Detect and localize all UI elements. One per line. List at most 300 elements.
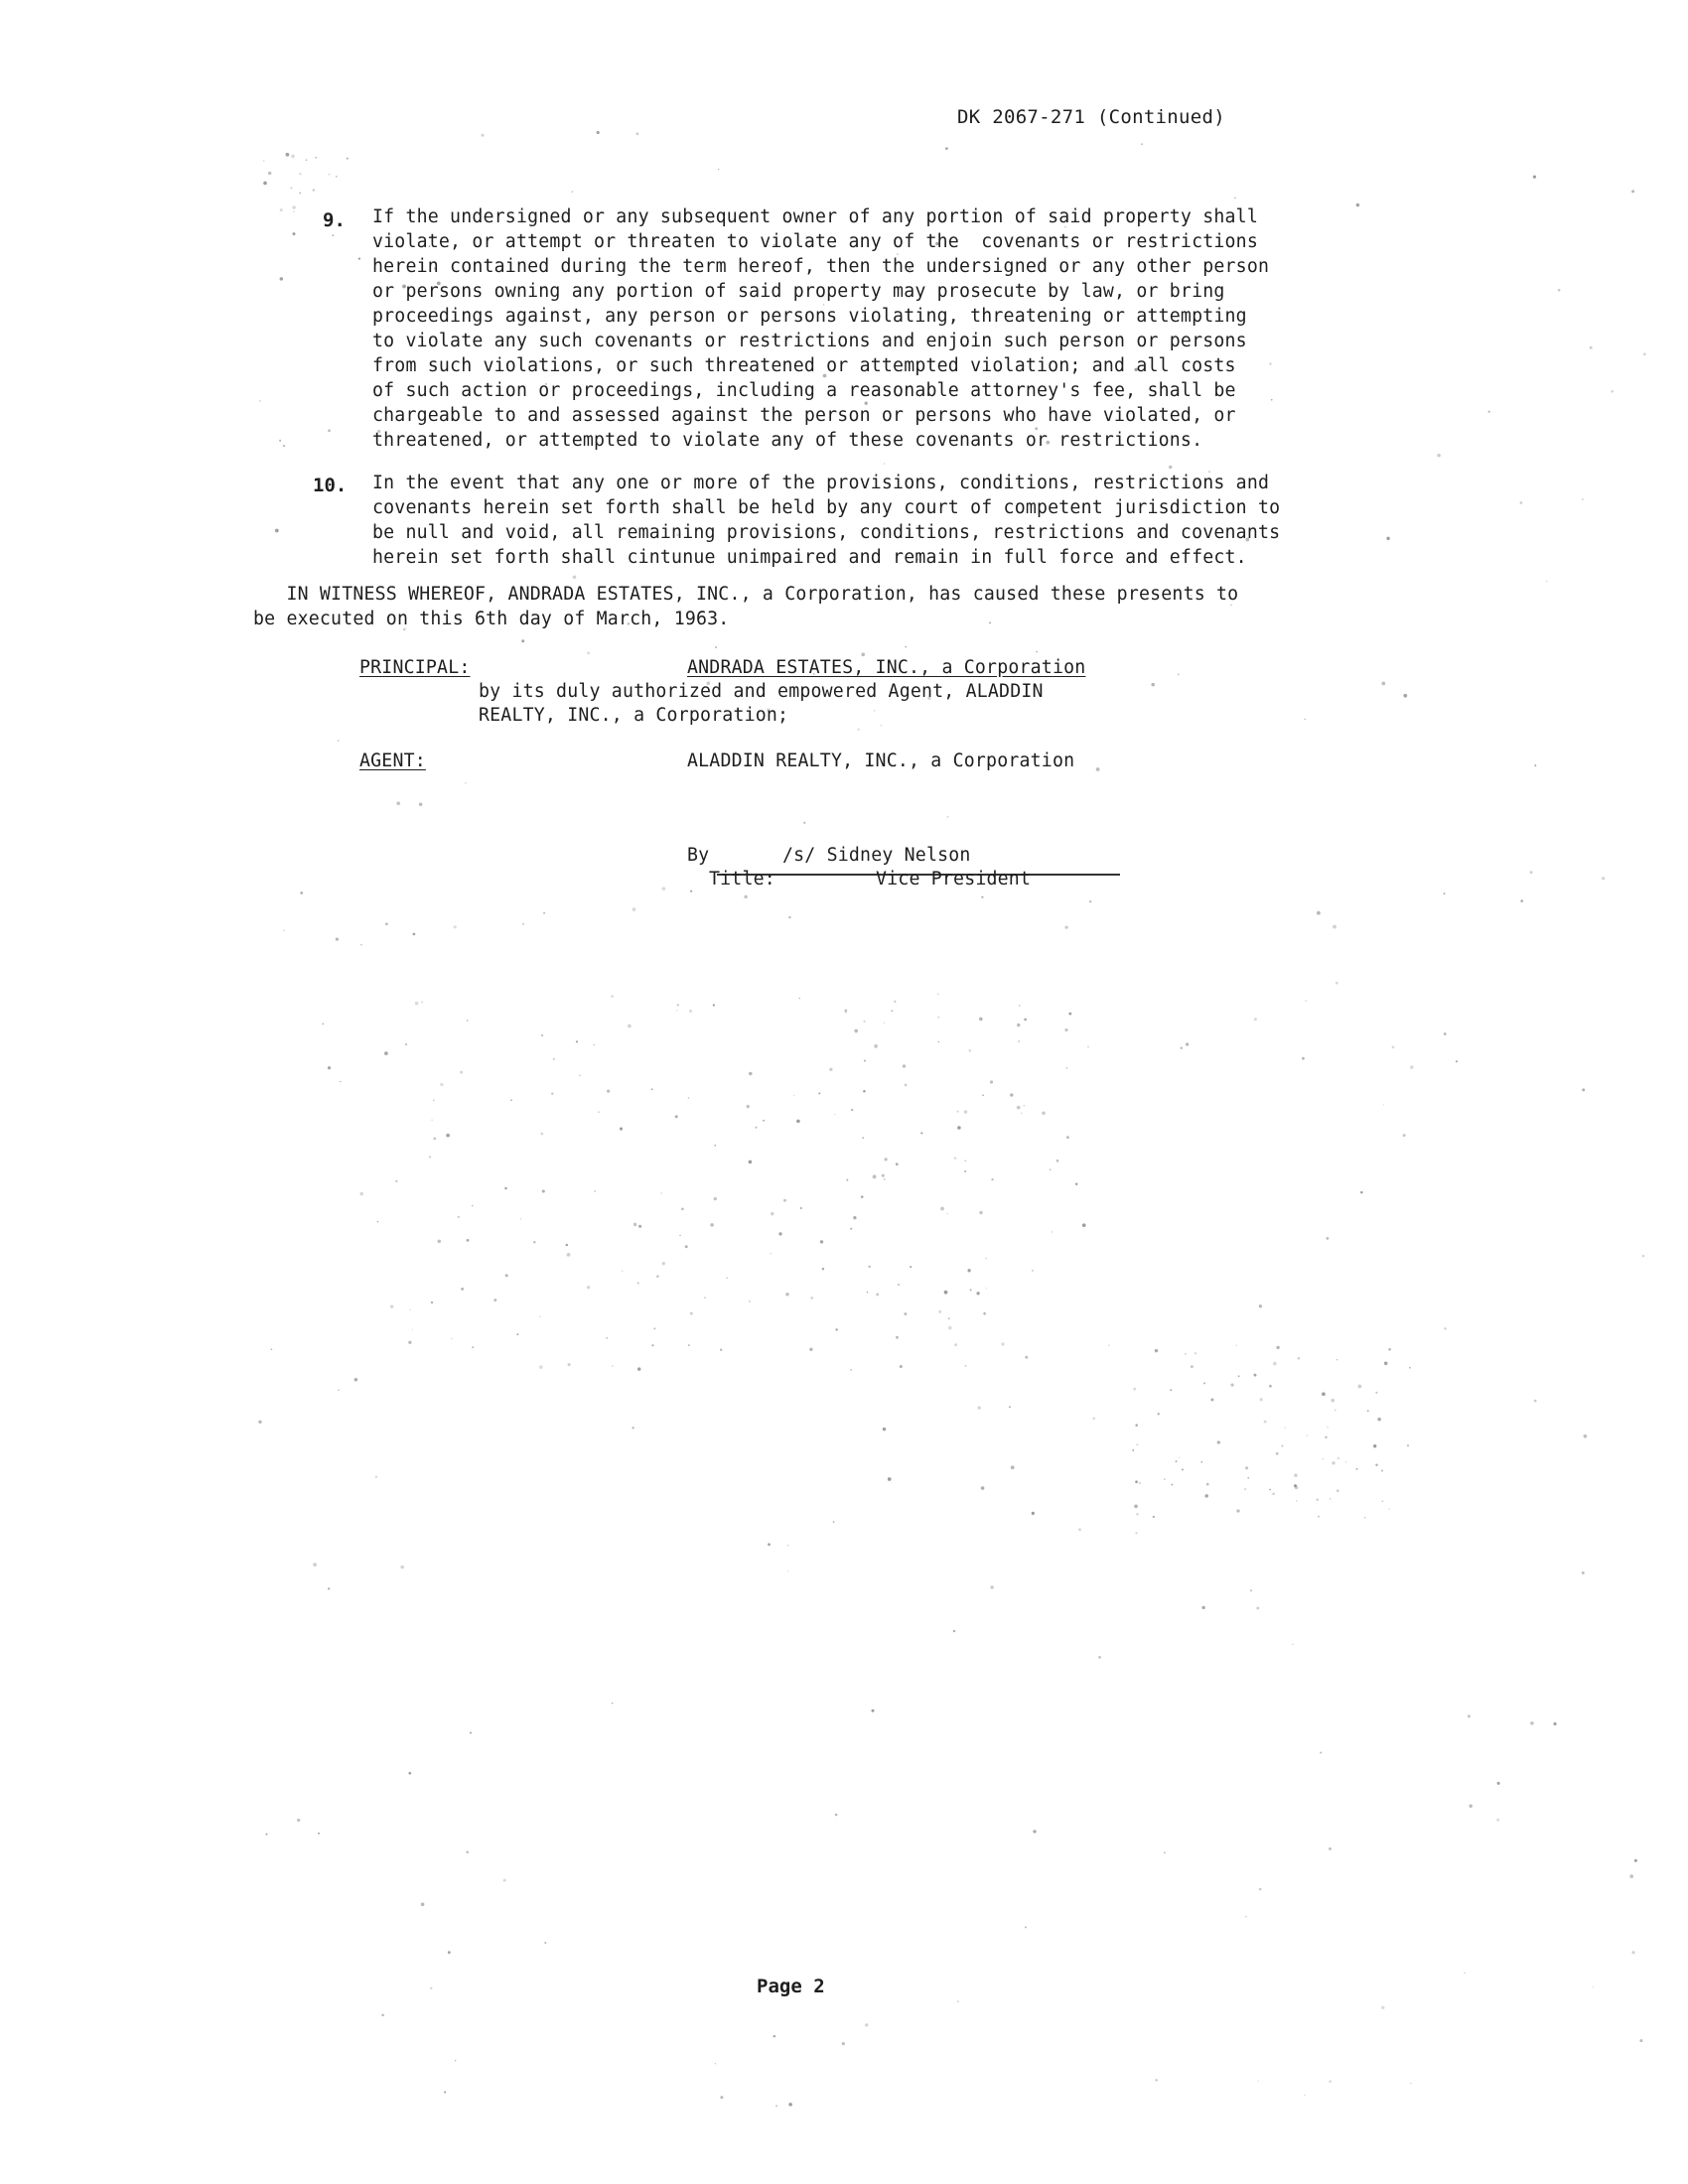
speck [1534, 764, 1536, 766]
speck [947, 816, 949, 818]
clause-line: herein set forth shall cintunue unimpaired and remain in full force and effect. [372, 547, 1247, 568]
speck [651, 1088, 653, 1090]
clause-line: from such violations, or such threatened or attempted violation; and all costs [372, 355, 1236, 376]
speck [544, 1942, 546, 1944]
speck [896, 1336, 899, 1339]
speck [1602, 877, 1605, 880]
speck [1018, 1040, 1020, 1042]
speck [1325, 1436, 1327, 1438]
speck [611, 995, 614, 998]
page-number: Page 2 [757, 1976, 825, 1997]
speck [713, 1004, 715, 1006]
speck [263, 160, 264, 161]
speck [268, 172, 271, 175]
speck [467, 1020, 469, 1022]
speck [1171, 1484, 1173, 1486]
principal-label: PRINCIPAL: [359, 657, 471, 678]
clause-line: proceedings against, any person or persons violating, threatening or attempting [372, 306, 1247, 327]
speck [1011, 1465, 1015, 1469]
speck [1327, 1427, 1328, 1428]
speck [1629, 1874, 1633, 1878]
speck [863, 1021, 865, 1023]
speck [979, 1018, 983, 1022]
speck [954, 1157, 957, 1160]
speck [390, 1305, 393, 1308]
speck [315, 157, 317, 159]
speck [1375, 1464, 1377, 1466]
speck [720, 1349, 722, 1351]
speck [715, 646, 717, 648]
speck [377, 1221, 379, 1223]
speck [1269, 362, 1271, 364]
speck [467, 1239, 470, 1242]
speck [1318, 1516, 1320, 1518]
speck [981, 896, 983, 898]
speck [876, 1293, 879, 1296]
speck [946, 1213, 948, 1215]
speck [868, 1266, 870, 1268]
speck [755, 1127, 757, 1129]
speck [1296, 1500, 1297, 1501]
speck [685, 1245, 688, 1248]
speck [853, 1216, 856, 1219]
speck [440, 1083, 443, 1086]
speck [865, 2023, 868, 2026]
speck [1135, 1532, 1137, 1534]
speck [354, 1378, 358, 1382]
speck [845, 1012, 846, 1013]
speck [338, 740, 339, 741]
speck [660, 1192, 661, 1193]
speck [983, 1312, 986, 1315]
clause-line: covenants herein set forth shall be held by any court of competent jurisdiction to [372, 497, 1281, 518]
speck [1186, 1042, 1189, 1045]
speck [438, 1240, 441, 1243]
clause-line: If the undersigned or any subsequent owner of any portion of said property shall [372, 206, 1258, 227]
speck [408, 1772, 411, 1775]
speck [1170, 1389, 1172, 1391]
signature-by-label: By [687, 845, 710, 866]
speck [796, 1120, 800, 1124]
witness-line: be executed on this 6th day of March, 1963. [253, 609, 730, 629]
speck [458, 1216, 460, 1218]
speck [861, 652, 865, 656]
speck [688, 1344, 690, 1346]
speck [1403, 694, 1407, 698]
speck [800, 1207, 802, 1209]
speck [1582, 1088, 1585, 1091]
speck [938, 1310, 941, 1313]
speck [332, 234, 334, 236]
speck [1064, 1028, 1067, 1031]
speck [1612, 390, 1615, 393]
speck [651, 1344, 653, 1346]
speck [964, 1160, 966, 1161]
speck [1217, 1440, 1220, 1443]
speck [1409, 1367, 1411, 1369]
speck [842, 2042, 845, 2045]
speck [775, 2105, 777, 2107]
speck [540, 1133, 543, 1136]
speck [1307, 1434, 1308, 1435]
speck [894, 1001, 896, 1003]
speck [710, 1223, 714, 1227]
speck [280, 277, 284, 281]
speck [409, 1309, 410, 1310]
speck [714, 1145, 716, 1147]
speck [638, 1225, 641, 1228]
speck [1383, 1104, 1384, 1105]
speck [1329, 2080, 1332, 2083]
speck [1381, 1469, 1383, 1471]
speck [799, 998, 800, 999]
speck [313, 189, 315, 191]
speck [292, 232, 295, 235]
speck [1272, 1492, 1275, 1495]
speck [1203, 1382, 1205, 1384]
speck [1134, 1504, 1138, 1508]
speck [1497, 1782, 1500, 1785]
speck [858, 729, 860, 731]
speck [328, 429, 331, 432]
speck [688, 1097, 689, 1098]
speck [1179, 1456, 1180, 1457]
speck [329, 174, 331, 176]
speck [292, 205, 295, 208]
speck [809, 1348, 812, 1351]
speck [375, 1475, 378, 1478]
speck [820, 1240, 823, 1243]
speck [715, 2063, 716, 2064]
speck [990, 1585, 993, 1588]
speck [749, 1300, 751, 1302]
signature-name: /s/ Sidney Nelson [782, 845, 971, 866]
speck [1381, 2006, 1384, 2009]
speck [662, 887, 666, 890]
speck [1254, 1374, 1257, 1377]
speck [1247, 1477, 1249, 1479]
speck [1250, 1589, 1252, 1591]
speck [1336, 1359, 1337, 1360]
speck [598, 1111, 600, 1113]
speck [1496, 1819, 1499, 1822]
speck [429, 1156, 431, 1158]
speck [810, 1297, 813, 1299]
speck [1056, 1160, 1059, 1162]
speck [1075, 1182, 1077, 1184]
speck [505, 1274, 508, 1277]
speck [1064, 925, 1067, 928]
speck [340, 1081, 341, 1082]
speck [835, 1814, 838, 1817]
speck [1024, 1019, 1027, 1022]
speck [522, 923, 524, 925]
speck [593, 1043, 595, 1045]
speck [1176, 1460, 1178, 1462]
speck [771, 1253, 772, 1254]
speck [905, 646, 907, 648]
speck [1444, 1327, 1447, 1330]
speck [1087, 1046, 1089, 1048]
speck [881, 725, 882, 726]
speck [283, 445, 285, 447]
speck [358, 257, 360, 259]
clause-line: violate, or attempt or threaten to violate any of the covenants or restrictions [372, 231, 1258, 252]
speck [834, 1114, 835, 1115]
speck [1373, 1444, 1376, 1447]
speck [606, 1337, 608, 1339]
speck [1322, 1392, 1326, 1396]
speck [835, 1328, 837, 1330]
speck [405, 1043, 407, 1045]
speck [1158, 1413, 1160, 1415]
speck [1298, 1357, 1301, 1360]
speck [727, 1278, 728, 1279]
speck [862, 1137, 864, 1139]
speck [637, 1367, 640, 1370]
speck [1066, 1067, 1068, 1069]
speck [1201, 1606, 1204, 1609]
speck [883, 1428, 887, 1432]
speck [280, 208, 283, 211]
speck [888, 1477, 892, 1481]
speck [1642, 1255, 1644, 1257]
speck [747, 1105, 750, 1108]
speck [844, 1010, 847, 1013]
speck [938, 1041, 939, 1042]
speck [1534, 1400, 1537, 1403]
speck [431, 1301, 433, 1303]
speck [1050, 1168, 1051, 1169]
speck [328, 1587, 330, 1589]
speck [1337, 1457, 1340, 1460]
speck [1305, 1000, 1306, 1001]
speck [822, 1268, 824, 1270]
speck [656, 1275, 659, 1278]
speck [415, 1002, 419, 1006]
speck [520, 1218, 521, 1219]
speck [1042, 1112, 1046, 1116]
speck [622, 1271, 623, 1272]
speck [957, 1126, 961, 1130]
speck [539, 1365, 543, 1369]
speck [1356, 1468, 1358, 1470]
speck [1410, 2083, 1412, 2085]
speck [607, 1089, 610, 1092]
speck [985, 1258, 987, 1260]
speck [874, 710, 875, 711]
speck [968, 1049, 971, 1052]
speck [1141, 143, 1143, 145]
speck [1010, 1093, 1013, 1096]
speck [774, 2035, 775, 2037]
speck [539, 1315, 540, 1316]
speck [763, 1120, 765, 1122]
speck [884, 1178, 886, 1180]
speck [1169, 466, 1173, 470]
speck [1410, 1065, 1414, 1069]
speck [873, 1175, 877, 1179]
speck [633, 1223, 636, 1226]
speck [1469, 1804, 1472, 1807]
speck [594, 1190, 596, 1192]
speck [675, 1115, 678, 1118]
speck [1155, 2079, 1157, 2081]
speck [1384, 1362, 1388, 1366]
speck [884, 1023, 885, 1024]
speck [829, 1068, 832, 1071]
speck [662, 1262, 665, 1265]
speck [978, 1406, 981, 1409]
speck [884, 463, 885, 464]
speck [1284, 1427, 1285, 1428]
speck [720, 2096, 723, 2099]
speck [1358, 1385, 1362, 1389]
clause-number: 9. [323, 209, 346, 231]
speck [1068, 1013, 1071, 1016]
speck [1025, 1356, 1028, 1359]
speck [1236, 1345, 1237, 1346]
speck [1323, 1458, 1324, 1459]
speck [681, 1208, 684, 1211]
speck [1392, 1046, 1395, 1049]
speck [1304, 2095, 1305, 2096]
speck [1356, 204, 1360, 207]
clause-line: chargeable to and assessed against the person or persons who have violated, or [372, 405, 1236, 426]
speck [948, 1317, 950, 1319]
speck [573, 576, 577, 580]
speck [803, 822, 805, 824]
speck [970, 1289, 972, 1291]
speck [633, 1427, 634, 1429]
speck [749, 1072, 753, 1076]
speck [1036, 651, 1038, 653]
speck [1488, 411, 1490, 413]
speck [1185, 1353, 1187, 1355]
speck [1200, 1461, 1202, 1463]
speck [1164, 1478, 1165, 1479]
speck [360, 944, 362, 946]
speck [455, 2060, 457, 2062]
speck [1108, 1345, 1110, 1347]
speck [793, 1095, 794, 1096]
speck [421, 1903, 425, 1907]
speck [1294, 1473, 1298, 1477]
speck [991, 1178, 993, 1180]
speck [833, 1521, 835, 1523]
speck [1364, 1517, 1365, 1518]
speck [318, 1833, 320, 1835]
witness-line: IN WITNESS WHEREOF, ANDRADA ESTATES, INC., a Corporation, has caused these presents to [253, 584, 1239, 605]
speck [612, 1365, 613, 1366]
speck [568, 1363, 571, 1366]
speck [1329, 1847, 1332, 1850]
speck [1584, 1434, 1588, 1438]
speck [328, 1066, 331, 1069]
principal-name: ANDRADA ESTATES, INC., a Corporation [687, 657, 1086, 678]
speck [898, 1284, 900, 1286]
witness-paragraph [253, 582, 1238, 631]
speck [1259, 1888, 1262, 1891]
speck [1316, 1498, 1319, 1501]
clause-number: 10. [313, 475, 348, 496]
speck [1444, 1032, 1447, 1035]
speck [679, 1235, 680, 1236]
agent-name: ALADDIN REALTY, INC., a Corporation [687, 751, 1075, 771]
speck [465, 782, 466, 783]
speck [900, 1365, 903, 1368]
speck [937, 993, 939, 995]
speck [1582, 1571, 1585, 1574]
speck [1135, 1424, 1138, 1427]
speck [874, 1044, 878, 1048]
speck [1260, 1398, 1263, 1401]
speck [1151, 683, 1155, 687]
speck [1345, 1461, 1346, 1462]
clause-10-text [372, 471, 1280, 570]
speck [413, 933, 416, 936]
speck [576, 1040, 578, 1042]
speck [1375, 1392, 1377, 1394]
speck [448, 1951, 451, 1954]
signature-title-value: Vice President [876, 869, 1032, 889]
speck [1360, 1191, 1363, 1194]
speck [778, 1232, 781, 1235]
speck [1332, 1461, 1335, 1464]
speck [299, 193, 301, 195]
speck [1388, 1508, 1390, 1510]
speck [850, 1369, 852, 1371]
speck [1437, 454, 1440, 457]
speck [587, 1286, 590, 1289]
speck [1155, 1349, 1159, 1353]
speck [1264, 1421, 1267, 1424]
speck [620, 1128, 623, 1131]
speck [482, 134, 485, 137]
speck [472, 1205, 473, 1206]
speck [451, 1338, 452, 1339]
speck [1468, 1714, 1471, 1717]
speck [275, 529, 279, 533]
speck [543, 912, 545, 914]
speck [1024, 1105, 1026, 1107]
speck [1133, 1388, 1136, 1391]
speck [1631, 1951, 1634, 1954]
speck [1032, 1270, 1034, 1272]
speck [1245, 1916, 1247, 1918]
speck [322, 1024, 324, 1025]
speck [714, 1197, 717, 1200]
speck [1582, 498, 1584, 500]
speck [704, 1297, 706, 1298]
speck [412, 1329, 413, 1330]
speck [510, 1099, 512, 1101]
speck [904, 1312, 907, 1315]
speck [1204, 1494, 1208, 1498]
speck [653, 1327, 655, 1329]
speck [400, 1566, 404, 1570]
speck [749, 1160, 753, 1164]
speck [1331, 1399, 1334, 1402]
speck [338, 1390, 339, 1391]
speck [541, 1034, 543, 1036]
speck [1017, 1106, 1021, 1110]
clause-line: be null and void, all remaining provisions, conditions, restrictions and covenants [372, 522, 1281, 543]
signature-title-label: Title: [709, 869, 775, 889]
speck [472, 1346, 474, 1348]
clause-line: In the event that any one or more of the provisions, conditions, restrictions and [372, 473, 1270, 493]
speck [628, 1024, 632, 1028]
